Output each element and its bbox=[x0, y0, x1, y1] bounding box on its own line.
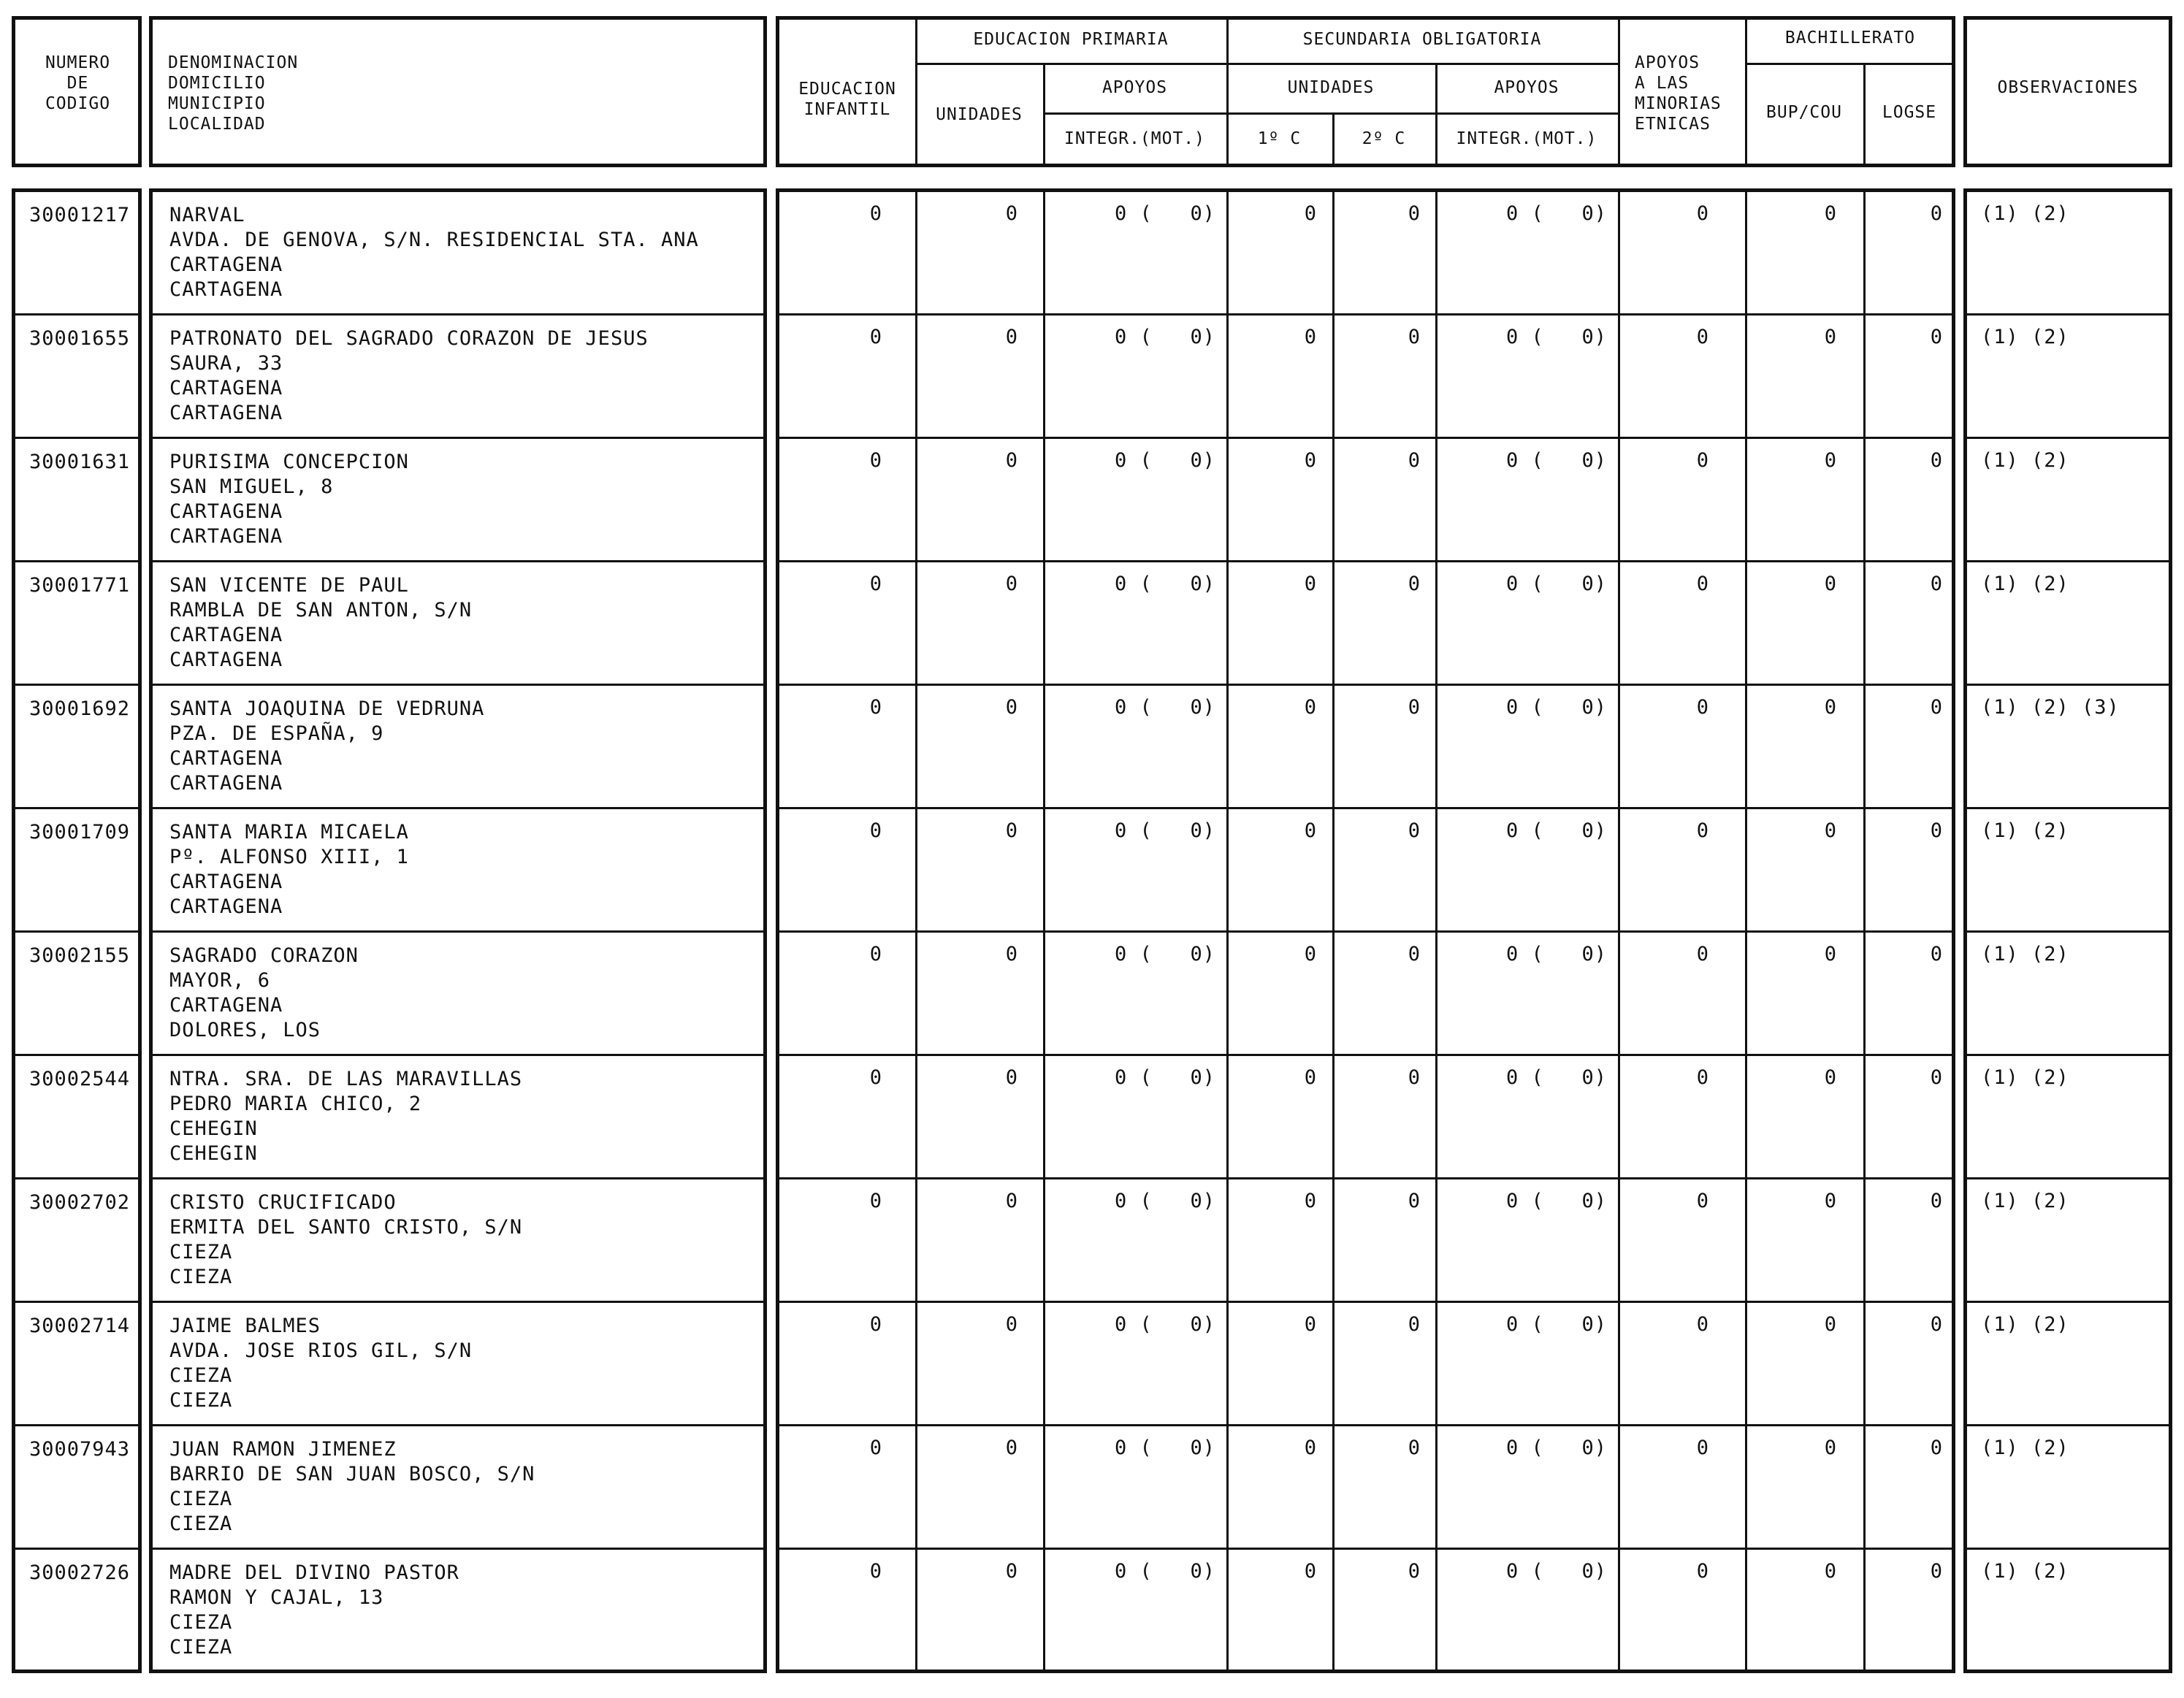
cell-sec-apoyos: 0 ( 0) bbox=[1505, 819, 1607, 842]
row-separator bbox=[1963, 560, 2172, 562]
cell-code: 30001771 bbox=[29, 574, 131, 597]
row-separator bbox=[149, 1177, 767, 1179]
row-separator bbox=[1963, 313, 2172, 315]
cell-denominacion: NTRA. SRA. DE LAS MARAVILLAS PEDRO MARIA CHICO, 2 CEHEGIN CEHEGIN bbox=[169, 1068, 523, 1165]
row-separator bbox=[1963, 1301, 2172, 1303]
cell-code: 30007943 bbox=[29, 1438, 131, 1461]
row-separator bbox=[12, 437, 142, 439]
cell-observaciones: (1) (2) bbox=[1981, 1066, 2069, 1089]
cell-primaria-apoyos: 0 ( 0) bbox=[1114, 1560, 1215, 1583]
row-separator bbox=[776, 437, 1955, 439]
hdr-secundaria: SECUNDARIA OBLIGATORIA bbox=[1302, 30, 1542, 49]
cell-code: 30001692 bbox=[29, 697, 131, 720]
row-separator bbox=[12, 1424, 142, 1426]
cell-sec-1c: 0 bbox=[1304, 696, 1317, 719]
cell-minorias: 0 bbox=[1696, 696, 1709, 719]
row-separator bbox=[1963, 1177, 2172, 1179]
cell-primaria-apoyos: 0 ( 0) bbox=[1114, 1066, 1215, 1089]
row-separator bbox=[776, 1177, 1955, 1179]
hdr-logse: LOGSE bbox=[1882, 103, 1937, 122]
cell-bup: 0 bbox=[1824, 1190, 1837, 1212]
hdr-prim-unidades: UNIDADES bbox=[936, 105, 1023, 124]
row-separator bbox=[12, 1054, 142, 1056]
cell-observaciones: (1) (2) bbox=[1981, 1560, 2069, 1583]
hdr-minorias: APOYOS A LAS MINORIAS ETNICAS bbox=[1635, 53, 1722, 134]
cell-primaria-apoyos: 0 ( 0) bbox=[1114, 202, 1215, 225]
row-separator bbox=[1963, 807, 2172, 809]
row-separator bbox=[776, 930, 1955, 933]
cell-minorias: 0 bbox=[1696, 449, 1709, 472]
cell-minorias: 0 bbox=[1696, 1560, 1709, 1583]
hdr-prim-apoyos: APOYOS bbox=[1101, 78, 1168, 97]
cell-logse: 0 bbox=[1930, 943, 1943, 965]
hdr-div-secundaria bbox=[1618, 16, 1620, 167]
cell-code: 30001631 bbox=[29, 451, 131, 473]
cell-observaciones: (1) (2) bbox=[1981, 449, 2069, 472]
cell-infantil: 0 bbox=[869, 1560, 882, 1583]
row-separator bbox=[12, 1548, 142, 1550]
cell-code: 30002714 bbox=[29, 1315, 131, 1337]
cell-code: 30001217 bbox=[29, 204, 131, 226]
cell-sec-1c: 0 bbox=[1304, 1560, 1317, 1583]
row-separator bbox=[149, 1301, 767, 1303]
cell-minorias: 0 bbox=[1696, 1066, 1709, 1089]
row-separator bbox=[149, 1424, 767, 1426]
cell-logse: 0 bbox=[1930, 573, 1943, 595]
cell-bup: 0 bbox=[1824, 326, 1837, 348]
cell-primaria-apoyos: 0 ( 0) bbox=[1114, 449, 1215, 472]
cell-primaria-unidades: 0 bbox=[1005, 819, 1018, 842]
hdr-primaria: EDUCACION PRIMARIA bbox=[973, 30, 1169, 49]
hdr-sec-unidades: UNIDADES bbox=[1287, 78, 1375, 97]
cell-infantil: 0 bbox=[869, 1313, 882, 1336]
cell-logse: 0 bbox=[1930, 819, 1943, 842]
cell-bup: 0 bbox=[1824, 696, 1837, 719]
cell-code: 30001709 bbox=[29, 821, 131, 844]
row-separator bbox=[1963, 930, 2172, 933]
cell-sec-apoyos: 0 ( 0) bbox=[1505, 943, 1607, 965]
cell-infantil: 0 bbox=[869, 819, 882, 842]
row-separator bbox=[776, 1054, 1955, 1056]
cell-sec-apoyos: 0 ( 0) bbox=[1505, 326, 1607, 348]
cell-primaria-apoyos: 0 ( 0) bbox=[1114, 696, 1215, 719]
cell-primaria-apoyos: 0 ( 0) bbox=[1114, 1437, 1215, 1459]
cell-observaciones: (1) (2) bbox=[1981, 573, 2069, 595]
cell-infantil: 0 bbox=[869, 326, 882, 348]
cell-infantil: 0 bbox=[869, 1066, 882, 1089]
cell-sec-1c: 0 bbox=[1304, 326, 1317, 348]
hdr-codigo: NUMERO DE CODIGO bbox=[45, 53, 111, 113]
cell-logse: 0 bbox=[1930, 1190, 1943, 1212]
cell-minorias: 0 bbox=[1696, 1313, 1709, 1336]
cell-sec-apoyos: 0 ( 0) bbox=[1505, 1066, 1607, 1089]
cell-sec-1c: 0 bbox=[1304, 202, 1317, 225]
cell-minorias: 0 bbox=[1696, 1437, 1709, 1459]
cell-primaria-unidades: 0 bbox=[1005, 1560, 1018, 1583]
cell-primaria-unidades: 0 bbox=[1005, 943, 1018, 965]
cell-minorias: 0 bbox=[1696, 1190, 1709, 1212]
row-separator bbox=[776, 313, 1955, 315]
cell-logse: 0 bbox=[1930, 326, 1943, 348]
cell-sec-apoyos: 0 ( 0) bbox=[1505, 202, 1607, 225]
cell-infantil: 0 bbox=[869, 202, 882, 225]
cell-primaria-apoyos: 0 ( 0) bbox=[1114, 819, 1215, 842]
cell-sec-2c: 0 bbox=[1408, 202, 1421, 225]
row-separator bbox=[149, 313, 767, 315]
row-separator bbox=[149, 930, 767, 933]
row-separator bbox=[12, 560, 142, 562]
cell-sec-apoyos: 0 ( 0) bbox=[1505, 449, 1607, 472]
row-separator bbox=[1963, 1424, 2172, 1426]
cell-code: 30002155 bbox=[29, 944, 131, 967]
cell-bup: 0 bbox=[1824, 1313, 1837, 1336]
cell-denominacion: JUAN RAMON JIMENEZ BARRIO DE SAN JUAN BOSCO, S/N CIEZA CIEZA bbox=[169, 1438, 535, 1535]
row-separator bbox=[1963, 437, 2172, 439]
hdr-line-prim-apoyos bbox=[1043, 112, 1226, 115]
cell-sec-2c: 0 bbox=[1408, 696, 1421, 719]
cell-bup: 0 bbox=[1824, 1437, 1837, 1459]
hdr-denominacion: DENOMINACION DOMICILIO MUNICIPIO LOCALIDAD bbox=[168, 53, 299, 134]
cell-logse: 0 bbox=[1930, 1313, 1943, 1336]
cell-primaria-unidades: 0 bbox=[1005, 1190, 1018, 1212]
row-separator bbox=[776, 807, 1955, 809]
cell-denominacion: JAIME BALMES AVDA. JOSE RIOS GIL, S/N CIEZA CIEZA bbox=[169, 1315, 473, 1412]
cell-denominacion: MADRE DEL DIVINO PASTOR RAMON Y CAJAL, 13 CIEZA CIEZA bbox=[169, 1561, 459, 1659]
cell-sec-apoyos: 0 ( 0) bbox=[1505, 1560, 1607, 1583]
cell-sec-1c: 0 bbox=[1304, 1066, 1317, 1089]
cell-logse: 0 bbox=[1930, 202, 1943, 225]
cell-logse: 0 bbox=[1930, 1066, 1943, 1089]
row-separator bbox=[12, 684, 142, 686]
hdr-line-sec-unid bbox=[1226, 112, 1618, 115]
cell-sec-1c: 0 bbox=[1304, 943, 1317, 965]
cell-infantil: 0 bbox=[869, 1190, 882, 1212]
cell-sec-apoyos: 0 ( 0) bbox=[1505, 573, 1607, 595]
cell-code: 30002726 bbox=[29, 1561, 131, 1584]
cell-denominacion: SAN VICENTE DE PAUL RAMBLA DE SAN ANTON, S/N CARTAGENA CARTAGENA bbox=[169, 574, 473, 671]
hdr-sec-2c: 2º C bbox=[1362, 129, 1406, 148]
cell-logse: 0 bbox=[1930, 1560, 1943, 1583]
cell-denominacion: CRISTO CRUCIFICADO ERMITA DEL SANTO CRISTO, S/N CIEZA CIEZA bbox=[169, 1191, 523, 1288]
hdr-line-primaria bbox=[915, 63, 1618, 65]
cell-sec-2c: 0 bbox=[1408, 1437, 1421, 1459]
cell-sec-1c: 0 bbox=[1304, 449, 1317, 472]
cell-sec-2c: 0 bbox=[1408, 819, 1421, 842]
row-separator bbox=[149, 437, 767, 439]
row-separator bbox=[776, 1424, 1955, 1426]
cell-bup: 0 bbox=[1824, 202, 1837, 225]
cell-bup: 0 bbox=[1824, 1066, 1837, 1089]
cell-code: 30001655 bbox=[29, 327, 131, 350]
hdr-observaciones: OBSERVACIONES bbox=[1997, 78, 2139, 97]
cell-code: 30002702 bbox=[29, 1191, 131, 1214]
cell-denominacion: NARVAL AVDA. DE GENOVA, S/N. RESIDENCIAL STA. ANA CARTAGENA CARTAGENA bbox=[169, 204, 699, 301]
cell-primaria-unidades: 0 bbox=[1005, 1313, 1018, 1336]
row-separator bbox=[12, 807, 142, 809]
cell-infantil: 0 bbox=[869, 1437, 882, 1459]
cell-sec-2c: 0 bbox=[1408, 1190, 1421, 1212]
cell-observaciones: (1) (2) bbox=[1981, 1190, 2069, 1212]
row-separator bbox=[149, 560, 767, 562]
hdr-bachillerato: BACHILLERATO bbox=[1784, 28, 1916, 47]
row-separator bbox=[776, 684, 1955, 686]
cell-minorias: 0 bbox=[1696, 326, 1709, 348]
cell-primaria-unidades: 0 bbox=[1005, 1437, 1018, 1459]
row-separator bbox=[12, 313, 142, 315]
cell-primaria-unidades: 0 bbox=[1005, 449, 1018, 472]
cell-primaria-unidades: 0 bbox=[1005, 696, 1018, 719]
cell-denominacion: PURISIMA CONCEPCION SAN MIGUEL, 8 CARTAGENA CARTAGENA bbox=[169, 451, 409, 548]
cell-sec-apoyos: 0 ( 0) bbox=[1505, 1437, 1607, 1459]
hdr-sec-1c: 1º C bbox=[1257, 129, 1302, 148]
row-separator bbox=[149, 684, 767, 686]
row-separator bbox=[149, 1548, 767, 1550]
cell-sec-2c: 0 bbox=[1408, 1066, 1421, 1089]
cell-sec-2c: 0 bbox=[1408, 449, 1421, 472]
row-separator bbox=[776, 1548, 1955, 1550]
row-separator bbox=[1963, 1548, 2172, 1550]
cell-sec-1c: 0 bbox=[1304, 573, 1317, 595]
cell-minorias: 0 bbox=[1696, 573, 1709, 595]
cell-observaciones: (1) (2) bbox=[1981, 819, 2069, 842]
cell-primaria-apoyos: 0 ( 0) bbox=[1114, 326, 1215, 348]
cell-infantil: 0 bbox=[869, 573, 882, 595]
cell-code: 30002544 bbox=[29, 1068, 131, 1090]
cell-denominacion: PATRONATO DEL SAGRADO CORAZON DE JESUS SAURA, 33 CARTAGENA CARTAGENA bbox=[169, 327, 649, 424]
hdr-line-bach bbox=[1745, 63, 1955, 65]
cell-denominacion: SAGRADO CORAZON MAYOR, 6 CARTAGENA DOLORES, LOS bbox=[169, 944, 359, 1041]
cell-minorias: 0 bbox=[1696, 943, 1709, 965]
cell-bup: 0 bbox=[1824, 1560, 1837, 1583]
cell-denominacion: SANTA JOAQUINA DE VEDRUNA PZA. DE ESPAÑA, 9 CARTAGENA CARTAGENA bbox=[169, 697, 485, 795]
cell-infantil: 0 bbox=[869, 696, 882, 719]
row-separator bbox=[776, 1301, 1955, 1303]
cell-infantil: 0 bbox=[869, 943, 882, 965]
row-separator bbox=[149, 807, 767, 809]
cell-observaciones: (1) (2) bbox=[1981, 202, 2069, 225]
cell-primaria-unidades: 0 bbox=[1005, 573, 1018, 595]
hdr-sec-integr: INTEGR.(MOT.) bbox=[1456, 129, 1597, 148]
row-separator bbox=[776, 560, 1955, 562]
cell-primaria-apoyos: 0 ( 0) bbox=[1114, 1190, 1215, 1212]
cell-sec-2c: 0 bbox=[1408, 573, 1421, 595]
cell-observaciones: (1) (2) (3) bbox=[1981, 696, 2120, 719]
cell-logse: 0 bbox=[1930, 696, 1943, 719]
hdr-prim-integr: INTEGR.(MOT.) bbox=[1064, 129, 1205, 148]
cell-sec-apoyos: 0 ( 0) bbox=[1505, 1313, 1607, 1336]
cell-primaria-apoyos: 0 ( 0) bbox=[1114, 943, 1215, 965]
cell-observaciones: (1) (2) bbox=[1981, 326, 2069, 348]
row-separator bbox=[1963, 684, 2172, 686]
cell-sec-1c: 0 bbox=[1304, 819, 1317, 842]
cell-minorias: 0 bbox=[1696, 819, 1709, 842]
row-separator bbox=[149, 1054, 767, 1056]
cell-sec-2c: 0 bbox=[1408, 943, 1421, 965]
cell-bup: 0 bbox=[1824, 819, 1837, 842]
cell-sec-1c: 0 bbox=[1304, 1190, 1317, 1212]
cell-denominacion: SANTA MARIA MICAELA Pº. ALFONSO XIII, 1 CARTAGENA CARTAGENA bbox=[169, 821, 409, 918]
cell-primaria-unidades: 0 bbox=[1005, 326, 1018, 348]
cell-primaria-unidades: 0 bbox=[1005, 1066, 1018, 1089]
cell-observaciones: (1) (2) bbox=[1981, 1313, 2069, 1336]
cell-primaria-apoyos: 0 ( 0) bbox=[1114, 1313, 1215, 1336]
cell-sec-2c: 0 bbox=[1408, 1313, 1421, 1336]
hdr-infantil: EDUCACION INFANTIL bbox=[798, 80, 896, 119]
cell-sec-2c: 0 bbox=[1408, 326, 1421, 348]
row-separator bbox=[12, 930, 142, 933]
row-separator bbox=[12, 1301, 142, 1303]
cell-observaciones: (1) (2) bbox=[1981, 1437, 2069, 1459]
cell-minorias: 0 bbox=[1696, 202, 1709, 225]
row-separator bbox=[1963, 1054, 2172, 1056]
cell-sec-1c: 0 bbox=[1304, 1313, 1317, 1336]
cell-primaria-unidades: 0 bbox=[1005, 202, 1018, 225]
cell-sec-1c: 0 bbox=[1304, 1437, 1317, 1459]
cell-logse: 0 bbox=[1930, 1437, 1943, 1459]
cell-sec-2c: 0 bbox=[1408, 1560, 1421, 1583]
cell-infantil: 0 bbox=[869, 449, 882, 472]
row-separator bbox=[12, 1177, 142, 1179]
hdr-bup: BUP/COU bbox=[1766, 103, 1842, 122]
hdr-sec-apoyos: APOYOS bbox=[1494, 78, 1559, 97]
cell-observaciones: (1) (2) bbox=[1981, 943, 2069, 965]
cell-bup: 0 bbox=[1824, 943, 1837, 965]
cell-logse: 0 bbox=[1930, 449, 1943, 472]
cell-sec-apoyos: 0 ( 0) bbox=[1505, 696, 1607, 719]
cell-primaria-apoyos: 0 ( 0) bbox=[1114, 573, 1215, 595]
cell-bup: 0 bbox=[1824, 573, 1837, 595]
cell-sec-apoyos: 0 ( 0) bbox=[1505, 1190, 1607, 1212]
cell-bup: 0 bbox=[1824, 449, 1837, 472]
